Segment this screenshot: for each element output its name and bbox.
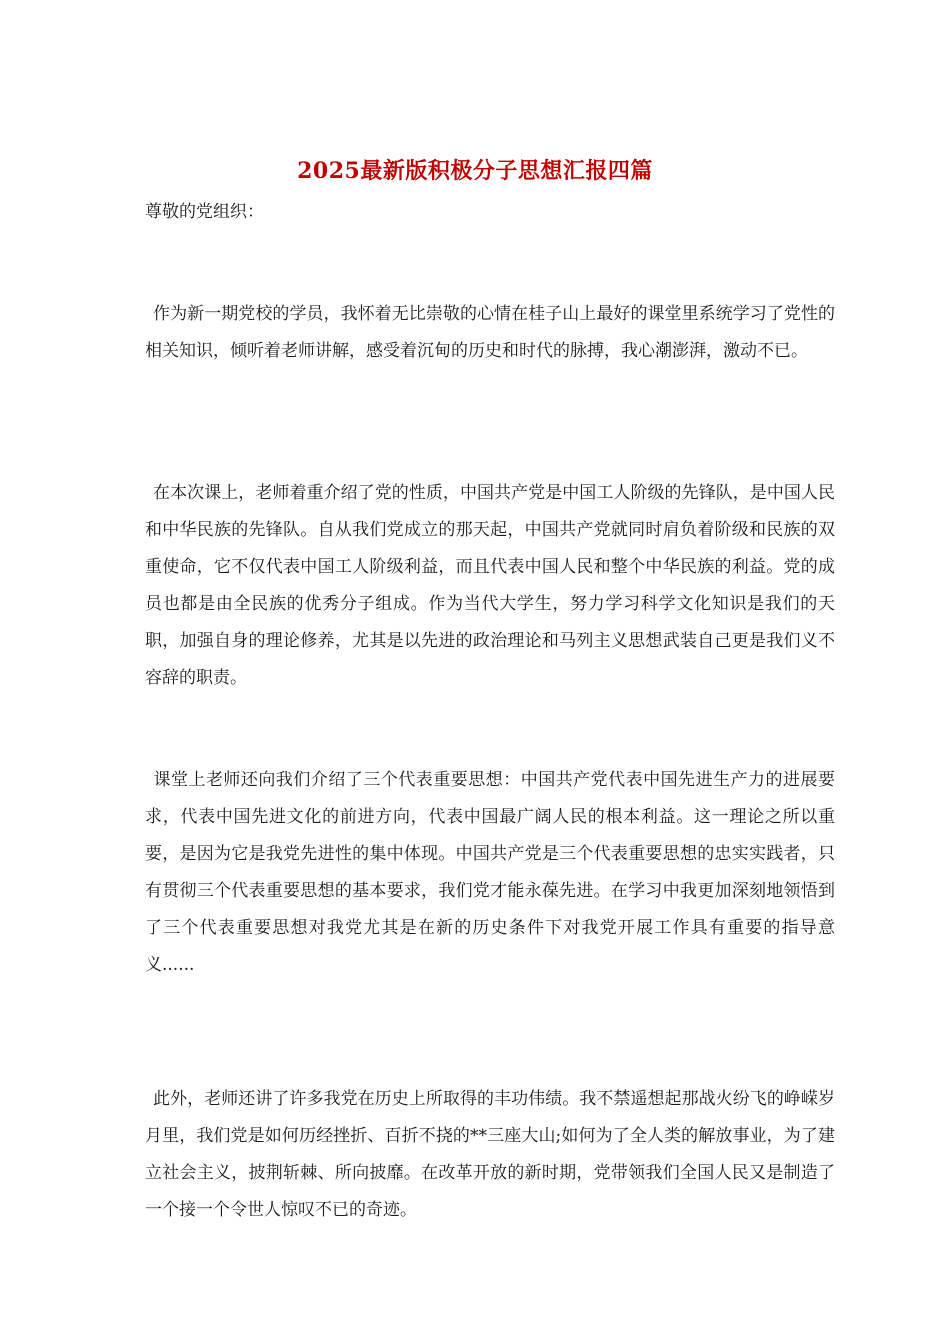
paragraph-4 [145, 1081, 835, 1229]
paragraph-2 [145, 475, 835, 697]
paragraph-3-text: 课堂上老师还向我们介绍了三个代表重要思想：中国共产党代表中国先进生产力的进展要求，代表中国先进文化的前进方向，代表中国最广阔人民的根本利益。这一理论之所以重要，是因为它是我党先进性的集中体现。中国共产党是三个代表重要思想的忠实实践者，只有贯彻三个代表重要思想的基本要求，我们党才能永葆先进。在学习中我更加深刻地领悟到了三个代表重要思想对我党尤其是在新的历史条件下对我党开展工作具有重要的指导意义...... [145, 770, 835, 975]
document-title: 2025最新版积极分子思想汇报四篇 [297, 158, 653, 184]
paragraph-4-text: 此外，老师还讲了许多我党在历史上所取得的丰功伟绩。我不禁遥想起那战火纷飞的峥嵘岁月里，我们党是如何历经挫折、百折不挠的**三座大山;如何为了全人类的解放事业，为了建立社会主义，披荆斩棘、所向披靡。在改革开放的新时期，党带领我们全国人民又是制造了一个接一个令世人惊叹不已的奇迹。 [145, 1089, 835, 1220]
paragraph-1 [145, 296, 835, 370]
paragraph-1-text: 作为新一期党校的学员，我怀着无比崇敬的心情在桂子山上最好的课堂里系统学习了党性的相关知识，倾听着老师讲解，感受着沉甸的历史和时代的脉搏，我心潮澎湃，激动不已。 [145, 304, 835, 361]
paragraph-3 [145, 762, 835, 984]
paragraph-2-text: 在本次课上，老师着重介绍了党的性质，中国共产党是中国工人阶级的先锋队，是中国人民和中华民族的先锋队。自从我们党成立的那天起，中国共产党就同时肩负着阶级和民族的双重使命，它不仅代表中国工人阶级利益，而且代表中国人民和整个中华民族的利益。党的成员也都是由全民族的优秀分子组成。作为当代大学生，努力学习科学文化知识是我们的天职，加强自身的理论修养，尤其是以先进的政治理论和马列主义思想武装自己更是我们义不容辞的职责。 [145, 483, 835, 688]
salutation: 尊敬的党组织： [145, 202, 264, 222]
